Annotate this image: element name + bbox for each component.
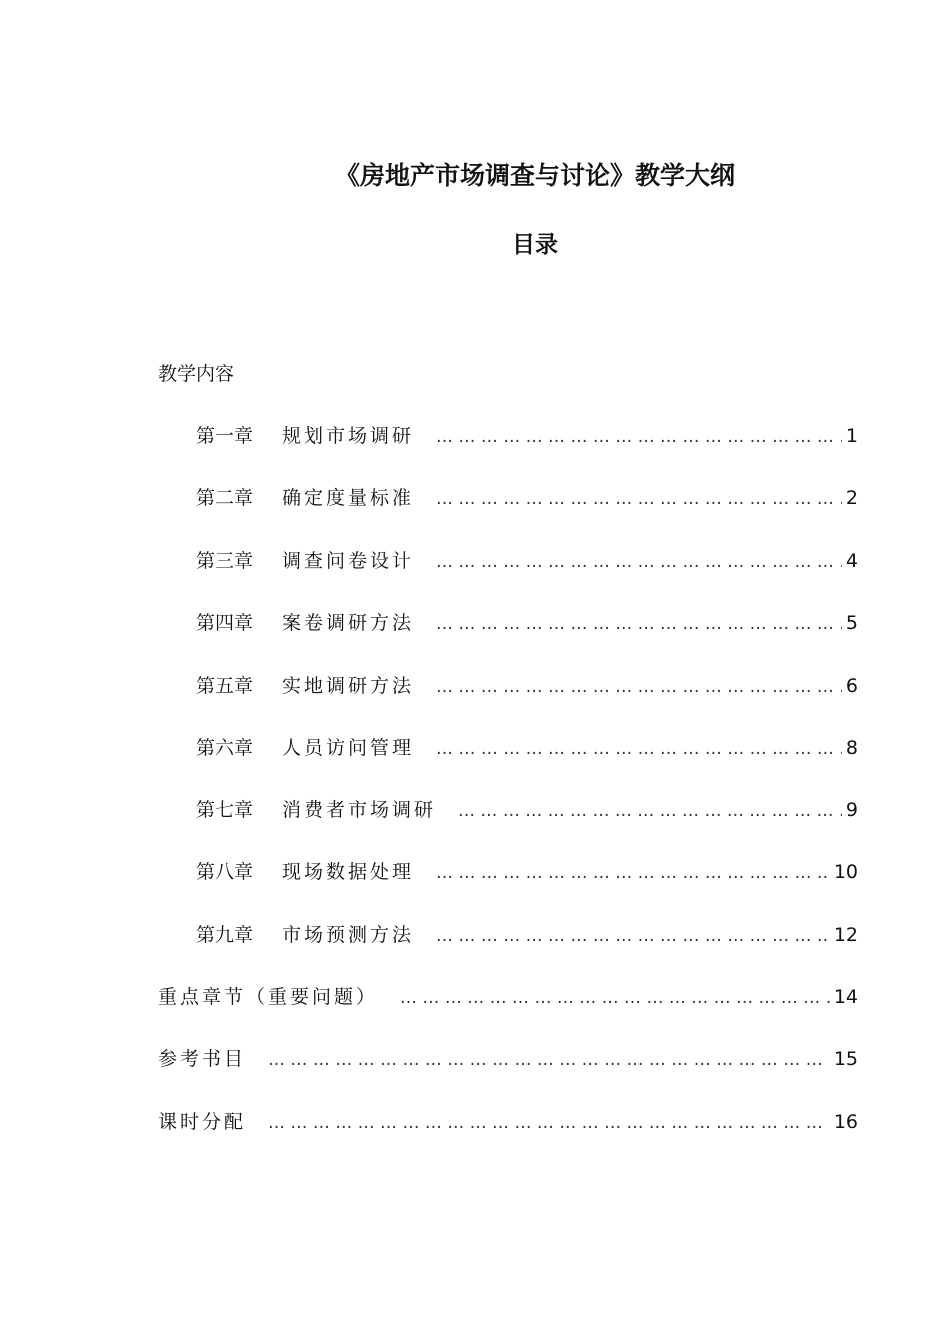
dot-leader bbox=[436, 552, 842, 572]
chapter-number: 第七章 bbox=[196, 799, 254, 821]
chapter-number: 第八章 bbox=[196, 861, 254, 883]
toc-entry[interactable] bbox=[196, 733, 858, 759]
chapter-name: 市场预测方法 bbox=[282, 924, 415, 946]
toc-entry[interactable] bbox=[196, 421, 858, 447]
toc-entry[interactable] bbox=[196, 608, 858, 634]
toc-entry[interactable] bbox=[196, 483, 858, 509]
toc-entry[interactable] bbox=[196, 920, 858, 946]
toc-entry[interactable] bbox=[158, 1107, 858, 1133]
chapter-number: 第三章 bbox=[196, 550, 254, 572]
dot-leader bbox=[436, 926, 830, 946]
page-number: 16 bbox=[833, 1111, 858, 1133]
dot-leader bbox=[436, 427, 842, 447]
toc-entry[interactable] bbox=[196, 671, 858, 697]
entry-name: 重点章节（重要问题） bbox=[158, 986, 379, 1008]
chapter-name: 现场数据处理 bbox=[282, 861, 415, 883]
chapter-name: 案卷调研方法 bbox=[282, 612, 415, 634]
dot-leader bbox=[436, 614, 842, 634]
page-number: 12 bbox=[833, 924, 858, 946]
page-number: 10 bbox=[833, 861, 858, 883]
chapter-number: 第一章 bbox=[196, 425, 254, 447]
page-number: 15 bbox=[833, 1048, 858, 1070]
dot-leader bbox=[436, 863, 830, 883]
page-number: 5 bbox=[845, 612, 858, 634]
document-title: 《房地产市场调查与讨论》教学大纲 bbox=[334, 161, 735, 190]
chapter-number: 第五章 bbox=[196, 675, 254, 697]
page-number: 2 bbox=[845, 487, 858, 509]
dot-leader bbox=[458, 801, 842, 821]
entry-name: 参考书目 bbox=[158, 1048, 247, 1070]
page-number: 9 bbox=[845, 799, 858, 821]
section-heading: 教学内容 bbox=[158, 363, 235, 385]
page-number: 8 bbox=[845, 737, 858, 759]
toc-entry[interactable] bbox=[196, 795, 858, 821]
page-number: 1 bbox=[845, 425, 858, 447]
page-number: 14 bbox=[833, 986, 858, 1008]
chapter-number: 第四章 bbox=[196, 612, 254, 634]
toc-entry[interactable] bbox=[158, 982, 858, 1008]
chapter-number: 第六章 bbox=[196, 737, 254, 759]
dot-leader bbox=[436, 489, 842, 509]
page-number: 6 bbox=[845, 675, 858, 697]
toc-entry[interactable] bbox=[196, 857, 858, 883]
entry-name: 课时分配 bbox=[158, 1111, 247, 1133]
toc-entry[interactable] bbox=[196, 546, 858, 572]
chapter-number: 第九章 bbox=[196, 924, 254, 946]
chapter-name: 规划市场调研 bbox=[282, 425, 415, 447]
chapter-name: 人员访问管理 bbox=[282, 737, 415, 759]
page-number: 4 bbox=[845, 550, 858, 572]
toc-entry[interactable] bbox=[158, 1044, 858, 1070]
chapter-name: 实地调研方法 bbox=[282, 675, 415, 697]
chapter-name: 确定度量标准 bbox=[282, 487, 415, 509]
chapter-name: 消费者市场调研 bbox=[282, 799, 437, 821]
chapter-name: 调查问卷设计 bbox=[282, 550, 415, 572]
dot-leader bbox=[400, 988, 830, 1008]
toc-heading: 目录 bbox=[512, 232, 558, 258]
dot-leader bbox=[436, 739, 842, 759]
dot-leader bbox=[268, 1050, 830, 1070]
dot-leader bbox=[268, 1113, 830, 1133]
dot-leader bbox=[436, 677, 842, 697]
chapter-number: 第二章 bbox=[196, 487, 254, 509]
